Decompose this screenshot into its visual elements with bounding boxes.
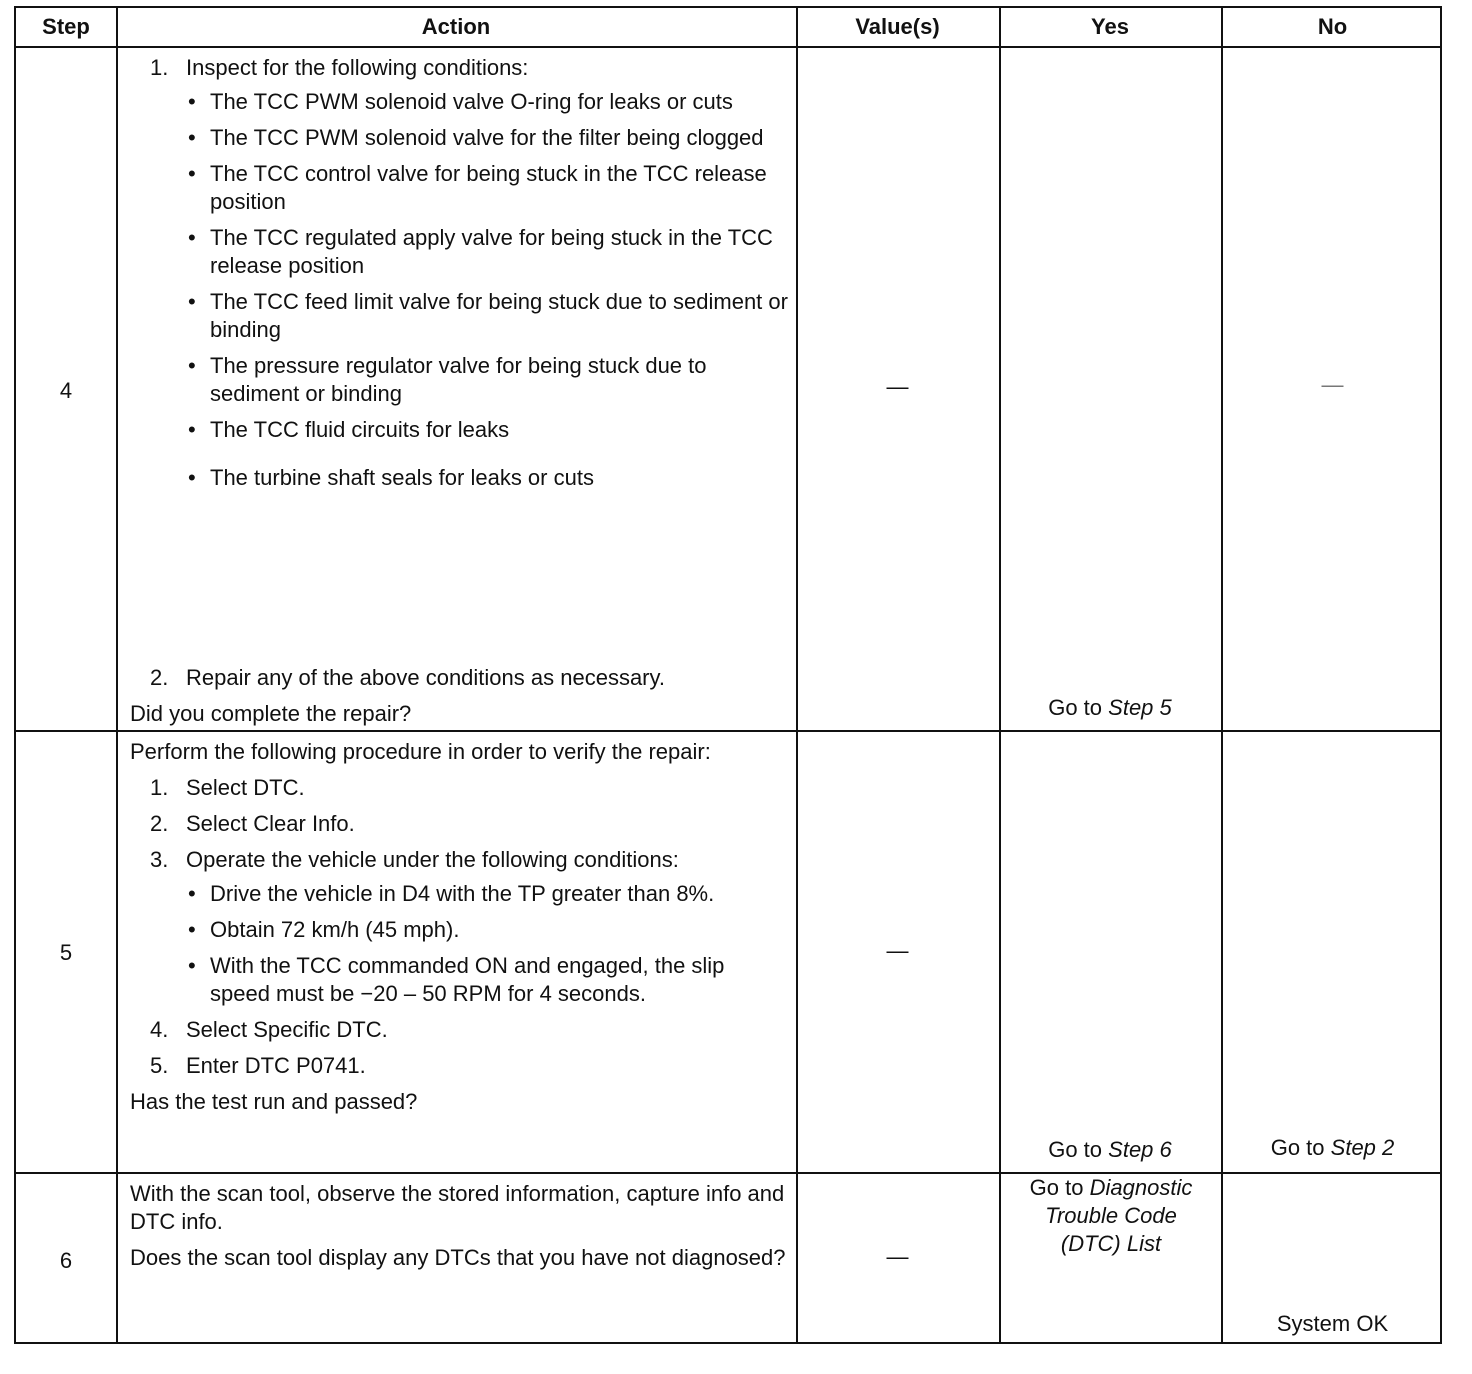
step-index: 2. xyxy=(150,665,169,690)
goto-label: Go to xyxy=(1048,1137,1103,1162)
header-no: No xyxy=(1317,14,1348,39)
step-index: 1. xyxy=(150,55,169,80)
question-text: Has the test run and passed? xyxy=(130,1089,418,1114)
header-values: Value(s) xyxy=(855,14,940,39)
diagnostic-table xyxy=(14,6,1442,1344)
condition-item: • With the TCC commanded ON and engaged, the slip speed must be −20 – 50 RPM for 4 seconds. xyxy=(176,952,766,1008)
header-yes: Yes xyxy=(1091,14,1129,39)
condition-item: • The TCC PWM solenoid valve O-ring for leaks or cuts xyxy=(176,88,790,116)
goto-label: Go to xyxy=(1029,1175,1084,1200)
observe-text: With the scan tool, observe the stored information, capture info and DTC info. xyxy=(130,1181,785,1234)
action-cell xyxy=(130,54,790,500)
intro-text: Perform the following procedure in order to verify the repair: xyxy=(130,739,711,764)
condition-item: • The pressure regulator valve for being stuck due to sediment or binding xyxy=(176,352,790,408)
goto-dtc-list-link[interactable]: Diagnostic Trouble Code (DTC) List xyxy=(1045,1175,1193,1256)
row-divider xyxy=(16,46,1440,48)
condition-item: • The TCC regulated apply valve for being stuck in the TCC release position xyxy=(176,224,790,280)
step-text: Select DTC. xyxy=(186,775,305,800)
step-text: Enter DTC P0741. xyxy=(186,1053,366,1078)
goto-step-link[interactable]: Step 2 xyxy=(1330,1135,1395,1160)
col-divider xyxy=(116,8,118,1342)
value-cell: — xyxy=(886,938,909,963)
row-divider xyxy=(16,1172,1440,1174)
step-index: 2. xyxy=(150,811,169,836)
condition-item: • Obtain 72 km/h (45 mph). xyxy=(176,916,766,944)
col-divider xyxy=(796,8,798,1342)
procedure-step xyxy=(130,1052,790,1080)
action-cell xyxy=(130,1180,790,1272)
yes-cell xyxy=(999,1136,1221,1164)
no-cell: — xyxy=(1321,372,1344,397)
goto-label: Go to xyxy=(1270,1135,1325,1160)
header-step: Step xyxy=(42,14,90,39)
no-cell: System OK xyxy=(1276,1311,1389,1336)
yes-cell xyxy=(999,694,1221,722)
step-text: Repair any of the above conditions as necessary. xyxy=(186,665,665,690)
question-text: Does the scan tool display any DTCs that you have not diagnosed? xyxy=(130,1245,786,1270)
step-text: Select Clear Info. xyxy=(186,811,355,836)
step-number: 6 xyxy=(59,1248,73,1273)
step-text: Operate the vehicle under the following conditions: xyxy=(186,847,679,872)
procedure-step xyxy=(130,774,790,802)
action-cell xyxy=(130,738,790,1116)
step-text: Inspect for the following conditions: xyxy=(186,55,529,80)
procedure-step xyxy=(130,54,790,492)
step-text: Select Specific DTC. xyxy=(186,1017,388,1042)
step-index: 3. xyxy=(150,847,169,872)
step-index: 1. xyxy=(150,775,169,800)
condition-item: • The TCC PWM solenoid valve for the filter being clogged xyxy=(176,124,790,152)
yes-cell xyxy=(1016,1174,1206,1258)
procedure-step xyxy=(130,1016,790,1044)
step-index: 5. xyxy=(150,1053,169,1078)
procedure-step xyxy=(130,846,790,1008)
goto-step-link[interactable]: Step 5 xyxy=(1108,695,1172,720)
goto-label: Go to xyxy=(1048,695,1103,720)
value-cell: — xyxy=(886,374,909,399)
step-index: 4. xyxy=(150,1017,169,1042)
step-number: 4 xyxy=(59,378,73,403)
header-action: Action xyxy=(421,14,491,39)
step-number: 5 xyxy=(59,940,73,965)
condition-item: • The turbine shaft seals for leaks or cuts xyxy=(176,464,790,492)
procedure-step xyxy=(130,664,790,692)
row-divider xyxy=(16,730,1440,732)
goto-step-link[interactable]: Step 6 xyxy=(1108,1137,1172,1162)
condition-item: • The TCC feed limit valve for being stuck due to sediment or binding xyxy=(176,288,790,344)
value-cell: — xyxy=(886,1244,909,1269)
procedure-step xyxy=(130,810,790,838)
condition-item: • The TCC control valve for being stuck in the TCC release position xyxy=(176,160,790,216)
condition-item: • The TCC fluid circuits for leaks xyxy=(176,416,790,444)
question-text: Did you complete the repair? xyxy=(130,701,412,726)
condition-item: • Drive the vehicle in D4 with the TP greater than 8%. xyxy=(176,880,766,908)
action-cell-tail xyxy=(130,664,790,728)
no-cell xyxy=(1221,1134,1444,1162)
